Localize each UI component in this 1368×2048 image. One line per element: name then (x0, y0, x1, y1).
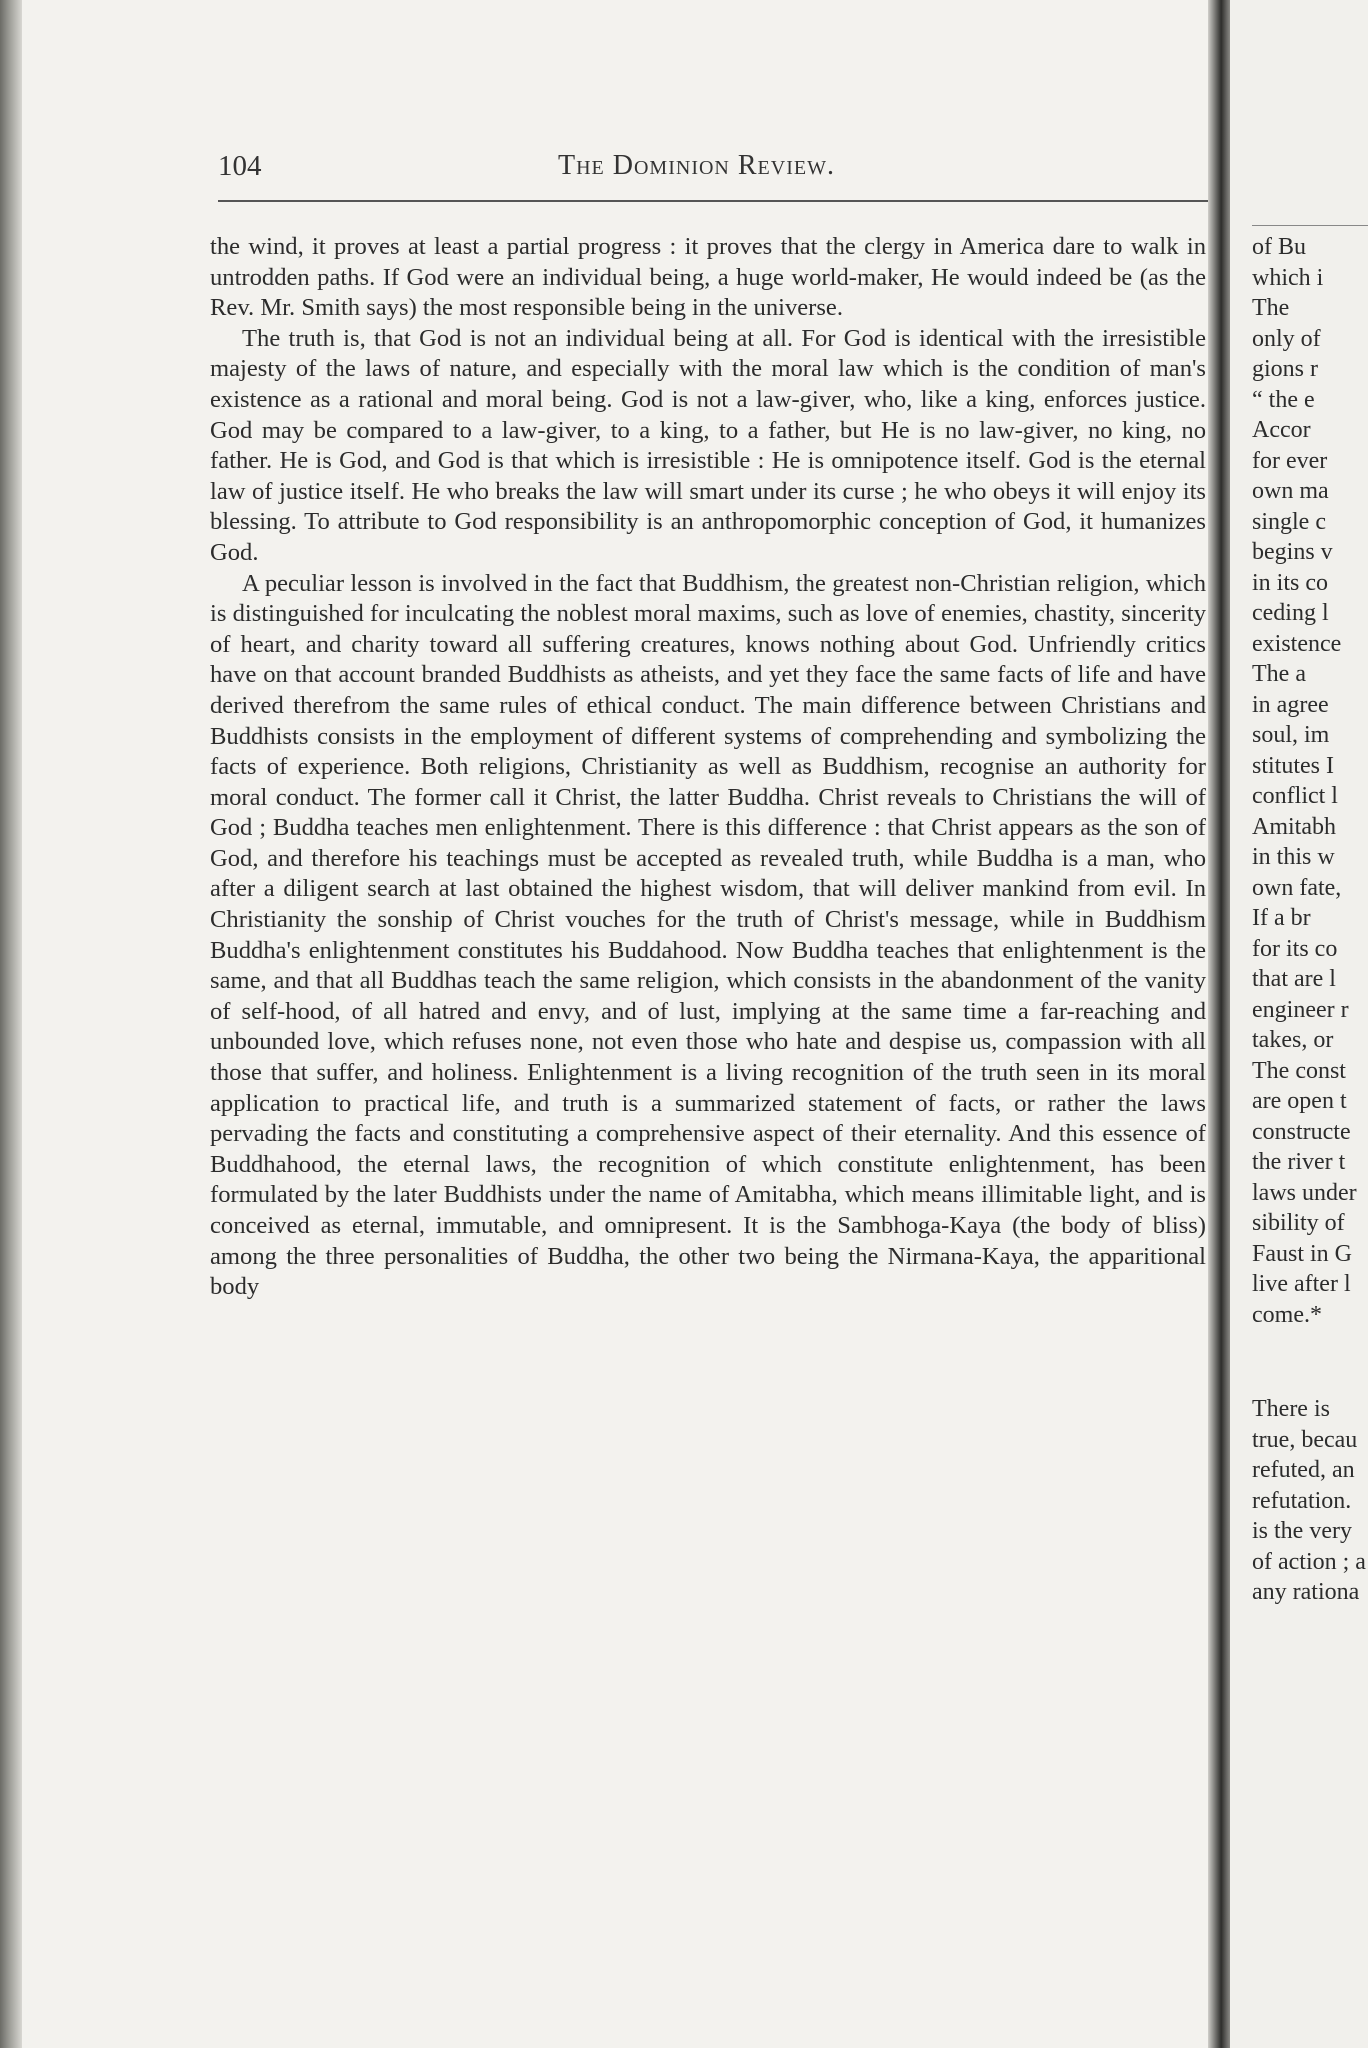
facing-page-line: If a br (1252, 905, 1311, 931)
paragraph: The truth is, that God is not an individual being at all. For God is identical with the irresistible majesty of the laws of nature, and especially with the moral law which is the condition of man's existence as a rational and moral being. God is not a law-giver, who, like a king, enforces justice. God may be compared to a law-giver, to a king, to a father, but He is no law-giver, no king, no father. He is God, and God is that which is irresistible : He is omnipotence itself. God is the eternal law of justice itself. He who breaks the law will smart under its curse ; he who obeys it will enjoy its blessing. To attribute to God responsibility is an anthropomorphic conception of God, it humanizes God. (210, 324, 1206, 566)
facing-page-line: gions r (1252, 356, 1318, 382)
facing-page-line: conflict l (1252, 783, 1338, 809)
page-header (218, 150, 1208, 190)
facing-page-line: The a (1252, 661, 1306, 687)
facing-page-line: the river t (1252, 1149, 1346, 1175)
facing-page-line: in this w (1252, 844, 1335, 870)
facing-page-line: The const (1252, 1057, 1346, 1084)
facing-page-line: that are l (1252, 966, 1336, 992)
facing-page-line: true, becau (1252, 1426, 1358, 1453)
facing-page-line: stitutes I (1252, 752, 1334, 779)
facing-page-gap (1252, 1330, 1368, 1362)
facing-page-line: in its co (1252, 569, 1328, 596)
facing-page-line: in agree (1252, 691, 1329, 718)
facing-page-line: which i (1252, 264, 1324, 291)
facing-page-line: begins v (1252, 539, 1333, 565)
facing-page-line: Accor (1252, 417, 1311, 443)
facing-page-text (1252, 232, 1368, 1608)
facing-page-line: of action ; a (1252, 1548, 1366, 1575)
facing-page-block-two (1252, 1394, 1368, 1608)
facing-page-line: refutation. (1252, 1487, 1352, 1514)
header-rule (218, 200, 1208, 202)
facing-page-line: single c (1252, 508, 1326, 535)
facing-page-line: own fate, (1252, 874, 1342, 901)
facing-page-gap (1252, 1362, 1368, 1394)
facing-page-line: The (1252, 295, 1290, 321)
paragraph: A peculiar lesson is involved in the fact that Buddhism, the greatest non-Christian religion, which is distinguished for inculcating the noblest moral maxims, such as love of enemies, chastity, sincerity of heart, and charity toward all suffering creatures, knows nothing about God. Unfriendly critics have on that account branded Buddhists as atheists, and yet they face the same facts of life and have derived therefrom the same rules of ethical conduct. The main difference between Christians and Buddhists consists in the employment of different systems of comprehending and symbolizing the facts of experience. Both religions, Christianity as well as Buddhism, recognise an authority for moral conduct. The former call it Christ, the latter Buddha. Christ reveals to Christians the will of God ; Buddha teaches men enlightenment. There is this difference : that Christ appears as the son of God, and therefore his teachings must be accepted as revealed truth, while Buddha is a man, who after a diligent search at last obtained the highest wisdom, that will deliver mankind from evil. In Christianity the sonship of Christ vouches for the truth of Christ's message, while in Buddhism Buddha's enlightenment constitutes his Buddahood. Now Buddha teaches that enlightenment is the same, and that all Buddhas teach the same religion, which consists in the abandonment of the vanity of self-hood, of all hatred and envy, and of lust, implying at the same time a far-reaching and unbounded love, which refuses none, not even those who hate and despise us, compassion with all those that suffer, and holiness. Enlightenment is a living recognition of the truth seen in its moral application to practical life, and truth is a summarized statement of facts, or rather the laws pervading the facts and constituting a comprehensive aspect of their eternality. And this essence of Buddhahood, the eternal laws, the recognition of which constitute enlightenment, has been formulated by the later Buddhists under the name of Amitabha, which means illimitable light, and is conceived as eternal, immutable, and omnipresent. It is the Sambhoga-Kaya (the body of bliss) among the three personalities of Buddha, the other two being the Nirmana-Kaya, the apparitional body (210, 569, 1206, 1301)
facing-page-line: constructe (1252, 1118, 1351, 1145)
running-title: The Dominion Review. (558, 150, 835, 181)
facing-page-line: soul, im (1252, 722, 1330, 748)
facing-page-line: refuted, an (1252, 1457, 1355, 1483)
facing-page-line: any rationa (1252, 1579, 1360, 1605)
book-binding-left (0, 0, 22, 2048)
facing-page-line: is the very (1252, 1518, 1352, 1544)
paragraph: the wind, it proves at least a partial progress : it proves that the clergy in America dare to walk in untrodden paths. If God were an individual being, a huge world-maker, He would indeed be (as the Rev. Mr. Smith says) the most responsible being in the universe. (210, 233, 1206, 322)
facing-page-line: takes, or (1252, 1027, 1334, 1053)
facing-page-line: “ the e (1252, 386, 1315, 413)
facing-page-line: live after l (1252, 1271, 1351, 1297)
facing-page-line: engineer r (1252, 996, 1349, 1023)
facing-page-line: for its co (1252, 935, 1338, 962)
facing-page-line: are open t (1252, 1088, 1347, 1114)
facing-page-line: existence (1252, 630, 1342, 657)
facing-page-line: for ever (1252, 447, 1328, 474)
book-gutter (1208, 0, 1230, 2048)
page-number: 104 (218, 150, 262, 182)
facing-page-line: There is (1252, 1396, 1330, 1422)
facing-page-line: Amitabh (1252, 813, 1336, 840)
facing-page-line: of Bu (1252, 234, 1306, 260)
facing-page-line: sibility of (1252, 1210, 1345, 1236)
facing-page-line: own ma (1252, 478, 1329, 504)
facing-page-line: laws under (1252, 1179, 1357, 1206)
facing-page-line: only of (1252, 325, 1321, 352)
main-text-column (210, 232, 1206, 1303)
facing-page-rule (1252, 225, 1368, 226)
facing-page-line: come.* (1252, 1301, 1322, 1328)
facing-page-block-one (1252, 232, 1368, 1330)
facing-page-line: ceding l (1252, 600, 1329, 626)
facing-page-line: Faust in G (1252, 1240, 1353, 1267)
